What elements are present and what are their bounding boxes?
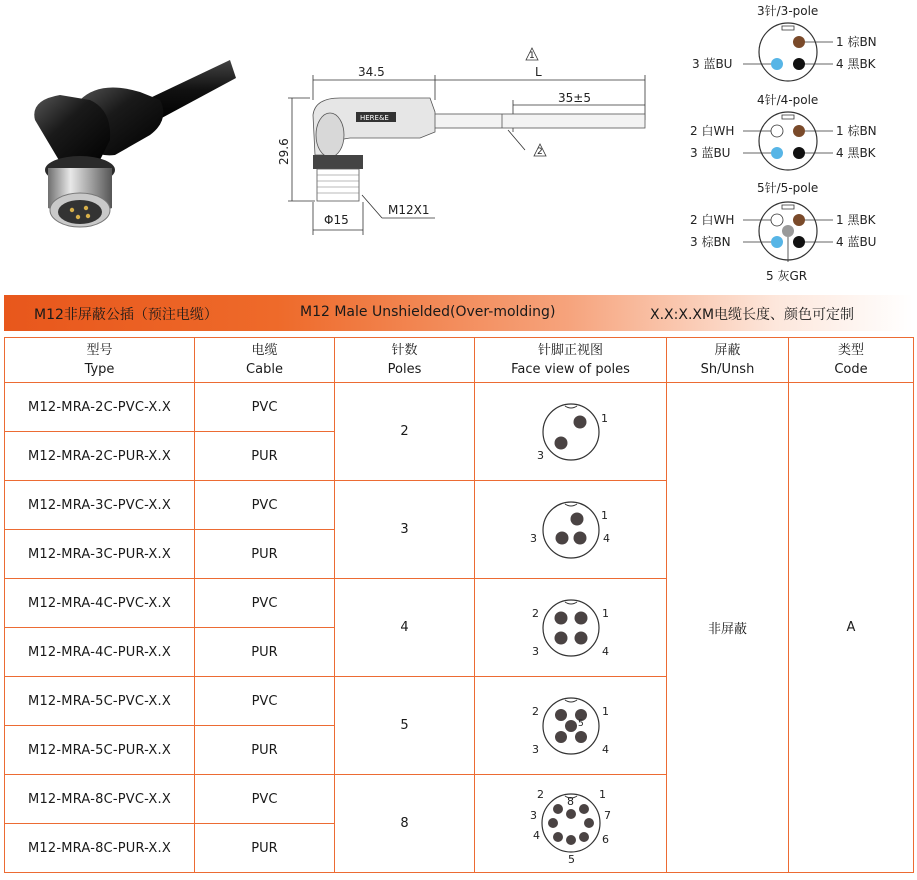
wiring-3-label-4: 4 黑BK	[836, 57, 876, 71]
logo-text: HERE&E	[360, 114, 389, 122]
cell-cable: PVC	[195, 481, 335, 530]
dim-34-5: 34.5	[358, 65, 385, 79]
cell-cable: PVC	[195, 775, 335, 824]
cell-type: M12-MRA-3C-PVC-X.X	[5, 481, 195, 530]
wiring-4-label-4: 4 黑BK	[836, 146, 876, 160]
wiring-4-title: 4针/4-pole	[757, 93, 819, 107]
note-marker-2: 2	[537, 147, 543, 157]
pin-label: 4	[601, 742, 609, 756]
wiring-3-title: 3针/3-pole	[757, 4, 819, 18]
wiring-4-label-1: 1 棕BN	[836, 124, 877, 138]
cell-cable: PVC	[195, 383, 335, 432]
pin-label: 3	[536, 448, 544, 462]
wiring-5-title: 5针/5-pole	[757, 181, 819, 195]
cell-type: M12-MRA-3C-PUR-X.X	[5, 530, 195, 579]
cell-code: A	[789, 383, 914, 873]
pin-label: 2	[536, 787, 544, 801]
cell-cable: PVC	[195, 677, 335, 726]
cell-cable: PUR	[195, 432, 335, 481]
section-title-bar	[4, 295, 913, 331]
connector-photo	[20, 40, 250, 280]
pin-label: 2	[531, 606, 539, 620]
dim-thread: M12X1	[388, 203, 430, 217]
header-poles: 针数 Poles	[335, 338, 475, 383]
pin-label: 6	[601, 832, 609, 846]
pin-label: 3	[529, 808, 537, 822]
table-row	[5, 383, 914, 432]
header-face-view: 针脚正视图 Face view of poles	[475, 338, 667, 383]
cell-cable: PUR	[195, 824, 335, 873]
pin-label: 1	[601, 704, 609, 718]
wiring-5-label-2: 2 白WH	[690, 213, 735, 227]
pin-label: 2	[531, 704, 539, 718]
cell-type: M12-MRA-4C-PVC-X.X	[5, 579, 195, 628]
note-marker-1: 1	[529, 51, 535, 61]
cell-cable: PUR	[195, 726, 335, 775]
cell-cable: PUR	[195, 530, 335, 579]
cell-poles: 3	[335, 481, 475, 579]
header-cable: 电缆 Cable	[195, 338, 335, 383]
cell-poles: 5	[335, 677, 475, 775]
spec-table	[4, 337, 914, 873]
wiring-5-label-4: 4 蓝BU	[836, 235, 877, 249]
cell-poles: 8	[335, 775, 475, 873]
cell-type: M12-MRA-4C-PUR-X.X	[5, 628, 195, 677]
pin-label: 5	[567, 852, 575, 865]
cell-cable: PUR	[195, 628, 335, 677]
dim-29-6: 29.6	[277, 138, 291, 165]
pin-label: 1	[598, 787, 606, 801]
cell-type: M12-MRA-2C-PVC-X.X	[5, 383, 195, 432]
wiring-5-label-5: 5 灰GR	[766, 269, 808, 283]
cell-type: M12-MRA-8C-PUR-X.X	[5, 824, 195, 873]
pin-label: 7	[603, 808, 611, 822]
dimension-drawing	[270, 40, 660, 240]
pin-label: 1	[601, 606, 609, 620]
pin-label: 3	[531, 644, 539, 658]
wiring-4-label-2: 2 白WH	[690, 124, 735, 138]
pin-face-5-pole	[526, 691, 616, 761]
pin-label: 5	[577, 718, 584, 729]
cell-type: M12-MRA-5C-PVC-X.X	[5, 677, 195, 726]
table-header-row	[5, 338, 914, 383]
header-type: 型号 Type	[5, 338, 195, 383]
dim-l: L	[535, 65, 542, 79]
wiring-5-label-3: 3 棕BN	[690, 235, 731, 249]
title-cn: M12非屏蔽公插（预注电缆）	[34, 307, 218, 323]
header-code: 类型 Code	[789, 338, 914, 383]
cell-face-view	[475, 481, 667, 579]
pin-label: 3	[531, 742, 539, 756]
pin-label: 4	[601, 644, 609, 658]
title-en: M12 Male Unshielded(Over-molding)	[300, 304, 556, 320]
pin-label: 3	[529, 531, 537, 545]
dim-diameter: Φ15	[324, 213, 349, 227]
cell-cable: PVC	[195, 579, 335, 628]
title-note: X.X:X.XM电缆长度、颜色可定制	[650, 307, 855, 323]
wiring-legend	[670, 0, 910, 290]
wiring-3-label-3: 3 蓝BU	[692, 57, 733, 71]
product-header	[0, 0, 917, 290]
pin-label: 1	[600, 411, 608, 425]
header-shield: 屏蔽 Sh/Unsh	[667, 338, 789, 383]
pin-face-8-pole	[526, 783, 616, 865]
wiring-4-label-3: 3 蓝BU	[690, 146, 731, 160]
dim-35: 35±5	[558, 91, 591, 105]
cell-face-view	[475, 579, 667, 677]
cell-face-view	[475, 383, 667, 481]
pin-label: 1	[600, 508, 608, 522]
pin-face-4-pole	[526, 593, 616, 663]
pin-label: 8	[566, 794, 574, 808]
pin-face-3-pole	[526, 495, 616, 565]
cell-type: M12-MRA-2C-PUR-X.X	[5, 432, 195, 481]
cell-face-view	[475, 775, 667, 873]
cell-face-view	[475, 677, 667, 775]
pin-label: 4	[532, 828, 540, 842]
cell-type: M12-MRA-8C-PVC-X.X	[5, 775, 195, 824]
cell-poles: 4	[335, 579, 475, 677]
pin-face-2-pole	[526, 397, 616, 467]
wiring-3-label-1: 1 棕BN	[836, 35, 877, 49]
wiring-5-label-1: 1 黑BK	[836, 213, 876, 227]
cell-type: M12-MRA-5C-PUR-X.X	[5, 726, 195, 775]
cell-poles: 2	[335, 383, 475, 481]
cell-shield: 非屏蔽	[667, 383, 789, 873]
pin-label: 4	[602, 531, 610, 545]
